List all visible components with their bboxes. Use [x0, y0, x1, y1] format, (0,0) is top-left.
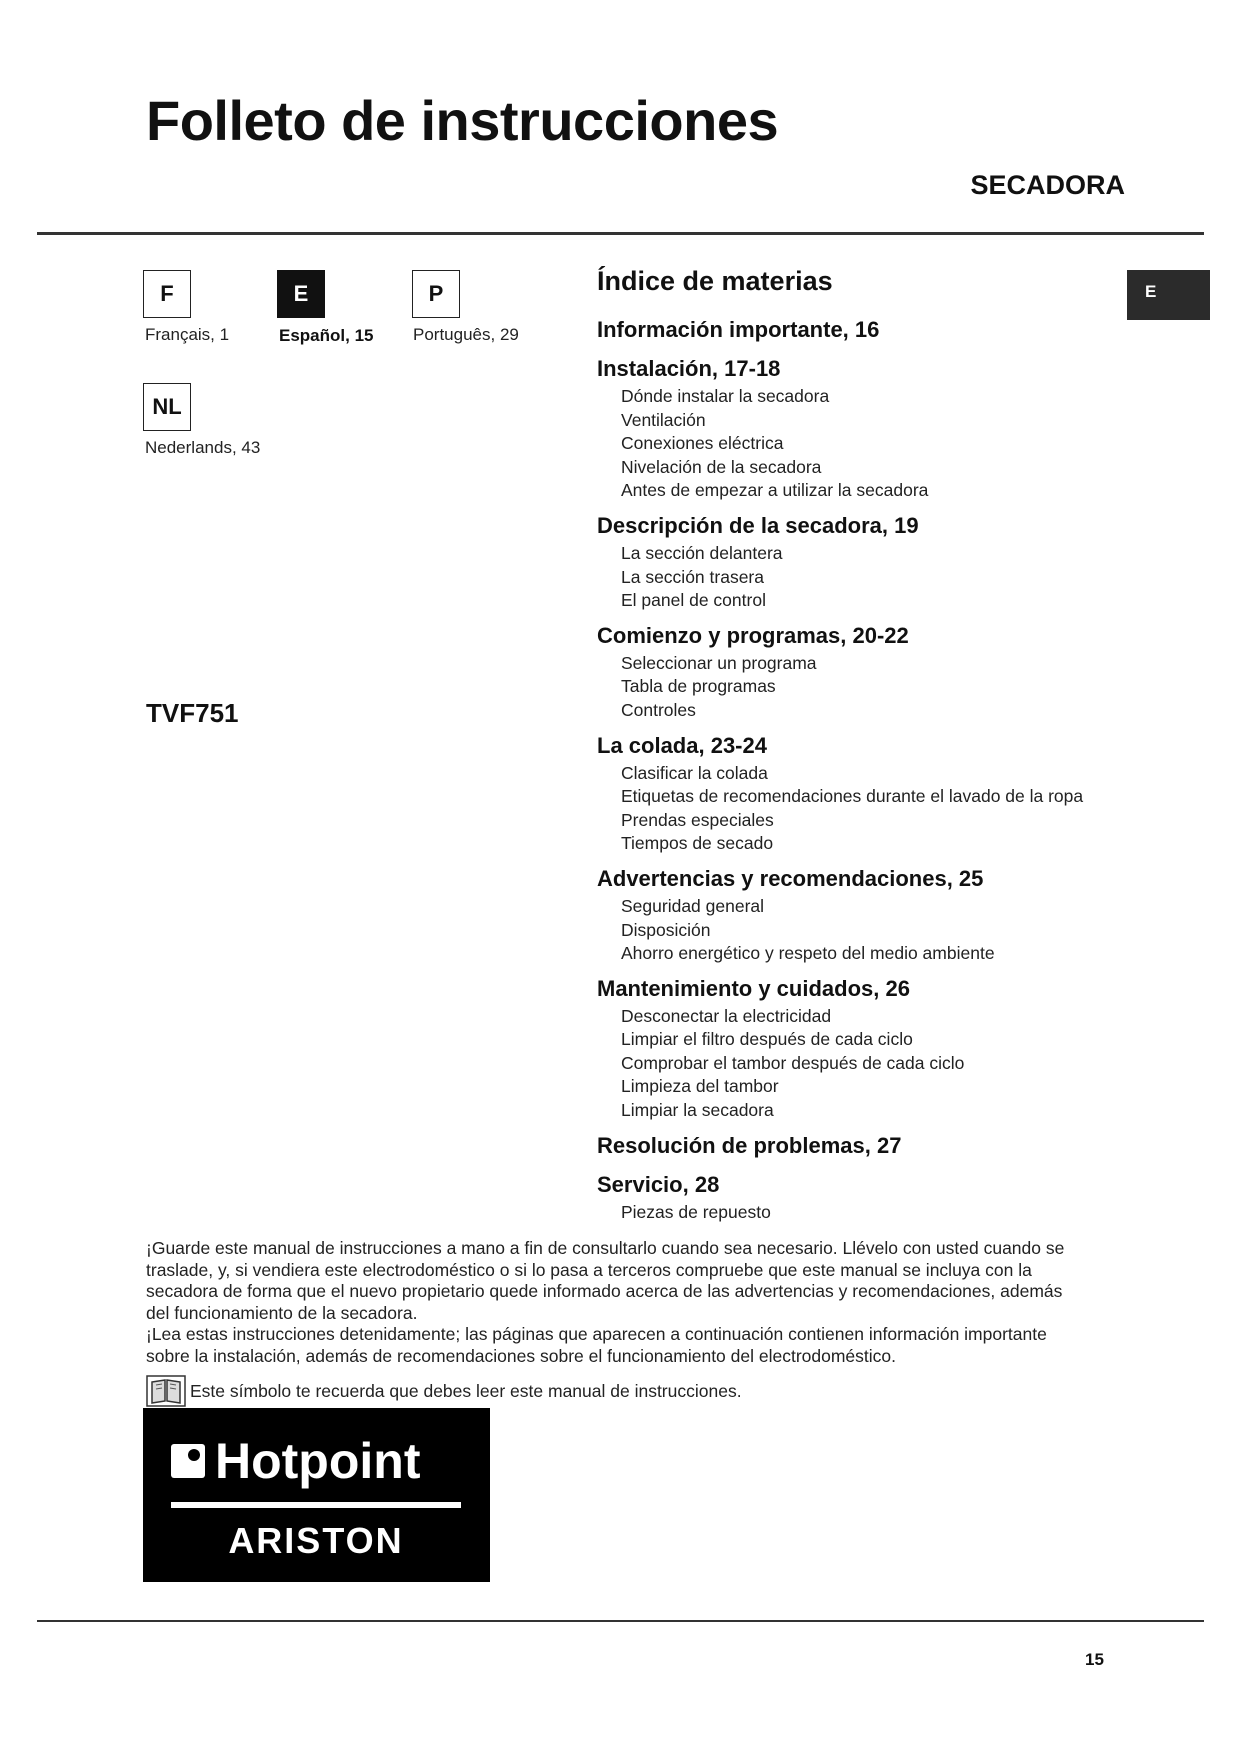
footer-divider [37, 1620, 1204, 1622]
usage-notes [146, 1238, 1086, 1367]
lang-label-es[interactable]: Español, 15 [279, 326, 374, 345]
toc-section [597, 973, 1157, 1123]
toc-section-heading[interactable]: Resolución de problemas, 27 [597, 1132, 902, 1158]
toc-section [597, 730, 1157, 856]
toc-section [597, 1169, 1157, 1225]
toc-section-heading[interactable]: Mantenimiento y cuidados, 26 [597, 975, 910, 1001]
lang-box-nl[interactable]: NL [143, 383, 191, 431]
header-divider [37, 232, 1204, 235]
manual-symbol-caption: Este símbolo te recuerda que debes leer este manual de instrucciones. [190, 1380, 742, 1401]
open-book-icon [146, 1375, 186, 1407]
toc-item[interactable]: Ventilación [621, 409, 706, 430]
logo-wordmark-ariston: ARISTON [228, 1520, 404, 1561]
toc-item[interactable]: Comprobar el tambor después de cada ciclo [621, 1052, 965, 1073]
toc-item[interactable]: Prendas especiales [621, 809, 774, 830]
toc-section [597, 510, 1157, 613]
manual-symbol-row [146, 1375, 742, 1407]
toc-item[interactable]: Seguridad general [621, 895, 765, 916]
toc-item[interactable]: Tabla de programas [621, 676, 776, 697]
toc-section-heading[interactable]: Advertencias y recomendaciones, 25 [597, 865, 984, 891]
toc-item[interactable]: Disposición [621, 919, 711, 940]
toc-item[interactable]: Ahorro energético y respeto del medio ambiente [621, 943, 995, 964]
toc-item[interactable]: Limpieza del tambor [621, 1076, 779, 1097]
note-paragraph-read-carefully: ¡Lea estas instrucciones detenidamente; las páginas que aparecen a continuación contienen información importante sobre la instalación, además de recomendaciones sobre el funcionamiento del electrodoméstico. [146, 1324, 1047, 1366]
toc-section-heading[interactable]: La colada, 23-24 [597, 732, 767, 758]
lang-label-nl[interactable]: Nederlands, 43 [145, 438, 261, 457]
lang-label-fr[interactable]: Français, 1 [145, 325, 230, 344]
toc-section [597, 353, 1157, 503]
lang-box-es[interactable]: E [277, 270, 325, 318]
logo-wordmark-hotpoint: Hotpoint [215, 1433, 421, 1489]
note-paragraph-keep-manual: ¡Guarde este manual de instrucciones a mano a fin de consultarlo cuando sea necesario. Llévelo con usted cuando se traslade, y, si vendiera este electrodoméstico o si lo pasa a terceros compruebe que este manual se incluya con la secadora de forma que el nuevo propietario quede informado acerca de las advertencias y recomendaciones, además del funcionamiento de la secadora. [146, 1238, 1065, 1323]
product-type: SECADORA [970, 170, 1125, 200]
toc-item[interactable]: Nivelación de la secadora [621, 456, 822, 477]
toc-item[interactable]: Piezas de repuesto [621, 1201, 771, 1222]
toc-item[interactable]: La sección delantera [621, 542, 783, 563]
toc-item[interactable]: Desconectar la electricidad [621, 1005, 832, 1026]
toc-item[interactable]: Controles [621, 699, 696, 720]
toc-item[interactable]: La sección trasera [621, 566, 764, 587]
lang-box-pt[interactable]: P [412, 270, 460, 318]
toc-section [597, 620, 1157, 723]
toc-section-heading[interactable]: Descripción de la secadora, 19 [597, 512, 919, 538]
toc-item[interactable]: Dónde instalar la secadora [621, 386, 830, 406]
toc-item[interactable]: El panel de control [621, 590, 766, 611]
toc-section-heading[interactable]: Servicio, 28 [597, 1171, 720, 1197]
toc-item[interactable]: Conexiones eléctrica [621, 433, 784, 454]
toc-item[interactable]: Seleccionar un programa [621, 652, 817, 673]
toc-item[interactable]: Limpiar el filtro después de cada ciclo [621, 1029, 913, 1050]
toc-section-heading[interactable]: Información importante, 16 [597, 317, 880, 342]
logo-divider [171, 1502, 461, 1508]
lang-label-pt[interactable]: Português, 29 [413, 325, 519, 344]
document-title: Folleto de instrucciones [146, 89, 779, 152]
language-side-tab: E [1127, 270, 1210, 320]
model-number: TVF751 [146, 698, 239, 728]
toc-section [597, 1130, 1157, 1162]
toc-section-heading[interactable]: Instalación, 17-18 [597, 356, 781, 381]
toc-section [597, 314, 1157, 346]
lang-box-fr[interactable]: F [143, 270, 191, 318]
table-of-contents [597, 314, 1157, 1231]
page-number: 15 [1085, 1650, 1104, 1669]
hotpoint-ariston-logo [143, 1408, 490, 1582]
toc-item[interactable]: Limpiar la secadora [621, 1100, 774, 1121]
index-title: Índice de materias [597, 266, 833, 296]
toc-item[interactable]: Clasificar la colada [621, 762, 768, 783]
toc-item[interactable]: Etiquetas de recomendaciones durante el lavado de la ropa [621, 786, 1084, 807]
toc-item[interactable]: Tiempos de secado [621, 833, 774, 854]
toc-section [597, 863, 1157, 966]
logo-square-mark [171, 1444, 205, 1478]
toc-item[interactable]: Antes de empezar a utilizar la secadora [621, 480, 929, 501]
toc-section-heading[interactable]: Comienzo y programas, 20-22 [597, 622, 909, 648]
